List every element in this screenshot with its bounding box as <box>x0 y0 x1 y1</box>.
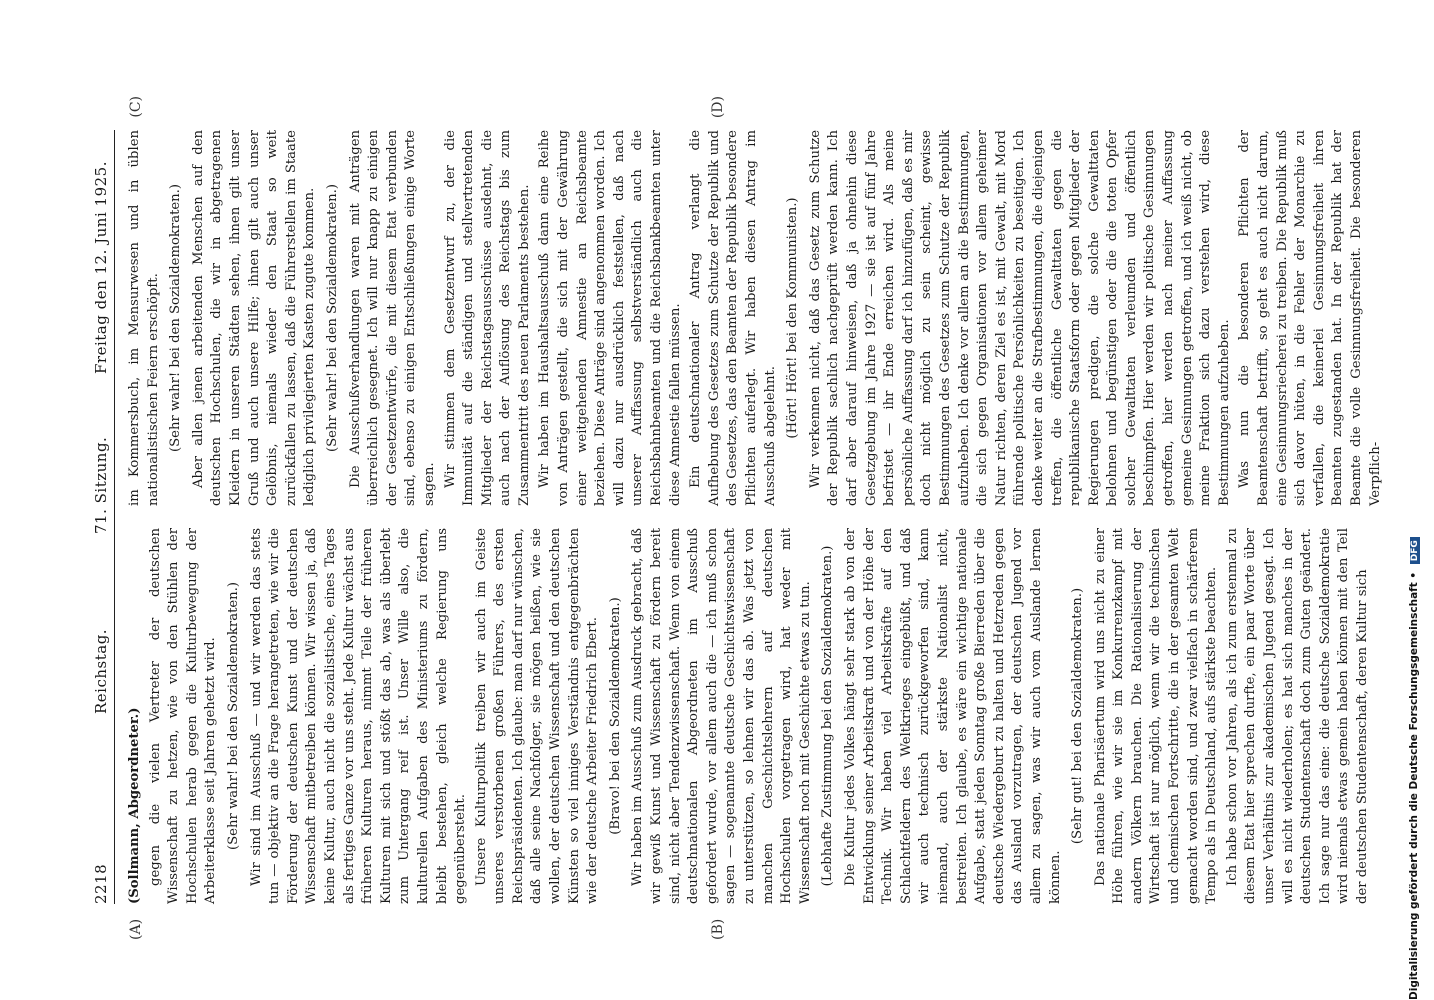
paragraph: im Kommersbuch, im Mensurwesen und in üblen nationalistischen Feiern erschöpft. <box>127 130 161 506</box>
paragraph: Aber allen jenen arbeitenden Menschen auf den deutschen Hochschulen, die wir in abgetragenen Kleidern in unseren Städten sehen, ihnen gilt unser Gruß und auch unsere Hilfe; ihnen gilt auch unser Gelöbnis, niemals wieder den Staat so weit zurückfallen zu lassen, daß die Führerstellen im Staate lediglich privilegierten Kasten zugute kommen. <box>190 130 318 506</box>
page-number: 2218 <box>92 863 110 904</box>
paragraph: Wir verkennen nicht, daß das Gesetz zum Schutze der Republik sachlich nachgeprüft werden kann. Ich darf aber darauf hinweisen, daß ja ohnehin diese Gesetzgebung im Jahre 1927 — sie ist auf fünf Jahre befristet — ihr Ende erreichen wird. Als meine persönliche Auffassung darf ich hinzufügen, daß es mir doch nicht möglich zu sein scheint, gewisse Bestimmungen des Gesetzes zum Schutze der Republik aufzuheben. Ich denke vor allem an die Bestimmungen, die sich gegen Organisationen vor allem geheimer Natur richten, deren Ziel es ist, mit Gewalt, mit Mord führende politische Persönlichkeiten zu beseitigen. Ich denke weiter an die Strafbestimmungen, die diejenigen treffen, die öffentliche Gewalttaten gegen die republikanische Staatsform oder gegen Mitglieder der Regierungen predigen, die solche Gewalttaten belohnen und begünstigen oder die die toten Opfer solcher Gewalttaten verleumden und öffentlich beschimpfen. Hier werden wir politische Gesinnungen getroffen, hier werden nach meiner Auffassung gemeine Gesinnungen getroffen, und ich weiß nicht, ob meine Fraktion sich dazu verstehen wird, diese Bestimmungen aufzuheben. <box>807 130 1232 506</box>
margin-mark-c: (C) <box>128 96 144 118</box>
body-name: Reichstag. <box>92 628 110 714</box>
right-column <box>126 130 1383 506</box>
paragraph: Ein deutschnationaler Antrag verlangt die Aufhebung des Gesetzes zum Schutze der Republik und des Gesetzes, das den Beamten der Republik besondere Pflichten auferlegt. Wir haben diesen Antrag im Ausschuß abgelehnt. <box>688 130 778 506</box>
dfg-logo: DFG <box>1410 537 1420 564</box>
digitization-note <box>1408 0 1420 1000</box>
paragraph: Ich habe schon vor Jahren, als ich zum erstenmal zu diesem Etat hier sprechen durfte, ein paar Worte über unser Verhältnis zur akademischen Jugend gesagt. Ich will es nicht wiederholen; es hat sich manches in der deutschen Studentenschaft doch zum Guten geändert. Ich sage nur das eine: die deutsche Sozialdemokratie wird niemals etwas gemein haben können mit den Teil der deutschen Studentenschaft, deren Kultur sich <box>1224 528 1370 904</box>
interjection: (Sehr wahr! bei den Sozialdemokraten.) <box>225 582 241 850</box>
interjection: (Sehr gut! bei den Sozialdemokraten.) <box>1070 587 1086 845</box>
paragraph: Wir stimmen dem Gesetzentwurf zu, der die Immunität auf die ständigen und stellvertretenden Mitglieder der Reichstagsausschüsse ausdehnt, die auch nach der Auflösung des Reichstags bis zum Zusammentritt des neuen Parlaments bestehen. <box>442 130 532 506</box>
text-columns <box>126 130 1383 904</box>
margin-mark-a: (A) <box>128 918 144 940</box>
interjection: (Hört! Hört! bei den Kommunisten.) <box>785 197 801 439</box>
interjection: (Bravo! bei den Sozialdemokraten.) <box>607 597 623 835</box>
paragraph: Wir haben im Haushaltsausschuß dann eine Reihe von Anträgen gestellt, die sich mit der Gewährung einer weitgehenden Amnestie an Reichsbeamte beziehen. Diese Anträge sind angenommen worden. Ich will dazu nur ausdrücklich feststellen, daß nach unserer Auffassung selbstverständlich auch die Reichsbahnbeamten und die Reichsbankbeamten unter diese Amnestie fallen müssen. <box>537 130 683 506</box>
interjection: (Lebhafte Zustimmung bei den Sozialdemokraten.) <box>820 545 836 887</box>
interjection: (Sehr wahr! bei den Sozialdemokraten.) <box>324 184 340 452</box>
paragraph: Das nationale Pharisäertum wird uns nicht zu einer Höhe führen, wie wir sie im Konkurrenzkampf mit andern Völkern brauchen. Die Rationalisierung der Wirtschaft ist nur möglich, wenn wir die technischen und chemischen Fortschritte, die in der gesamten Welt gemacht worden sind, und zwar vielfach in schärferem Tempo als in Deutschland, aufs stärkste beachten. <box>1092 528 1220 904</box>
margin-mark-d: (D) <box>710 96 726 119</box>
page-header <box>88 130 115 904</box>
speaker-line: (Sollmann, Abgeordneter.) <box>127 707 142 904</box>
paragraph: gegen die vielen Vertreter der deutschen Wissenschaft zu hetzen, wie von den Stühlen der Hochschulen herab gegen die Kulturbewegung der Arbeiterklasse seit Jahren gehetzt wird. <box>147 528 219 904</box>
paragraph: Die Ausschußverhandlungen waren mit Anträgen überreichlich gesegnet. Ich will nur knapp zu einigen der Gesetzentwürfe, die mit diesem Etat verbunden sind, ebenso zu einigen Entschließungen einige Worte sagen. <box>347 130 437 506</box>
digitization-note-text: Digitalisierung gefördert durch die Deutsche Forschungsgemeinschaft • <box>1408 571 1420 1000</box>
paragraph: Wir haben im Ausschuß zum Ausdruck gebracht, daß wir gewiß Kunst und Wissenschaft zu fördern bereit sind, nicht aber Tendenzwissenschaft. Wenn von einem deutschnationalen Abgeordneten im Ausschuß gefordert wurde, vor allem auch die — ich muß schon sagen — sogenannte deutsche Geschichtswissenschaft zu unterstützen, so lehnen wir das ab. Was jetzt von manchen Geschichtslehrern auf deutschen Hochschulen vorgetragen wird, hat weder mit Wissenschaft noch mit Geschichte etwas zu tun. <box>630 528 813 904</box>
left-column <box>126 528 1370 904</box>
margin-mark-b: (B) <box>710 918 726 940</box>
paragraph: Die Kultur jedes Volkes hängt sehr stark ab von der Entwicklung seiner Arbeitskraft und von der Höhe der Technik. Wir haben viel Arbeitskräfte auf den Schlachtfeldern des Weltkrieges eingebüßt, und daß wir auch technisch zurückgeworfen sind, kann niemand, auch der stärkste Nationalist nicht, bestreiten. Ich glaube, es wäre ein wichtige nationale Aufgabe, statt jeden Sonntag große Bierreden über die deutsche Wiedergeburt zu halten und Hetzreden gegen das Ausland vorzutragen, der deutschen Jugend vor allem zu sagen, was wir auch vom Auslande lernen können. <box>842 528 1063 904</box>
paragraph: Wir sind im Ausschuß — und wir werden das stets tun — objektiv an die Frage herangetreten, wie wir die Förderung der deutschen Kunst und der deutschen Wissenschaft mitbetreiben können. Wir wissen ja, daß keine Kultur, auch nicht die sozialistische, eines Tages als fertiges Ganze vor uns steht. Jede Kultur wächst aus früheren Kulturen heraus, nimmt Teile der früheren Kulturen mit sich und stößt das ab, was als überlebt zum Untergang reif ist. Unser Wille also, die kulturellen Aufgaben des Ministeriums zu fördern, bleibt bestehen, gleich welche Regierung uns gegenübersteht. <box>248 528 469 904</box>
session-date: Freitag den 12. Juni 1925. <box>92 161 110 374</box>
paragraph: Was nun die besonderen Pflichten der Beamtenschaft betrifft, so geht es auch nicht darum, eine Gesinnungsriecherei zu treiben. Die Republik muß sich davor hüten, in die Fehler der Monarchie zu verfallen, die keinerlei Gesinnungsfreiheit ihren Beamten zugestanden hat. In der Republik hat der Beamte die volle Gesinnungsfreiheit. Die besonderen Verpflich- <box>1237 130 1383 506</box>
interjection: (Sehr wahr! bei den Sozialdemokraten.) <box>168 184 184 452</box>
session-number: 71. Sitzung. <box>92 436 110 534</box>
paragraph: Unsere Kulturpolitik treiben wir auch im Geiste unseres verstorbenen großen Führers, des ersten Reichspräsidenten. Ich glaube: man darf nur wünschen, daß alle seine Nachfolger, sie mögen heißen, wie sie wollen, der deutschen Wissenschaft und den deutschen Künsten so viel inniges Verständnis entgegenbrächten wie der deutsche Arbeiter Friedrich Ebert. <box>473 528 601 904</box>
